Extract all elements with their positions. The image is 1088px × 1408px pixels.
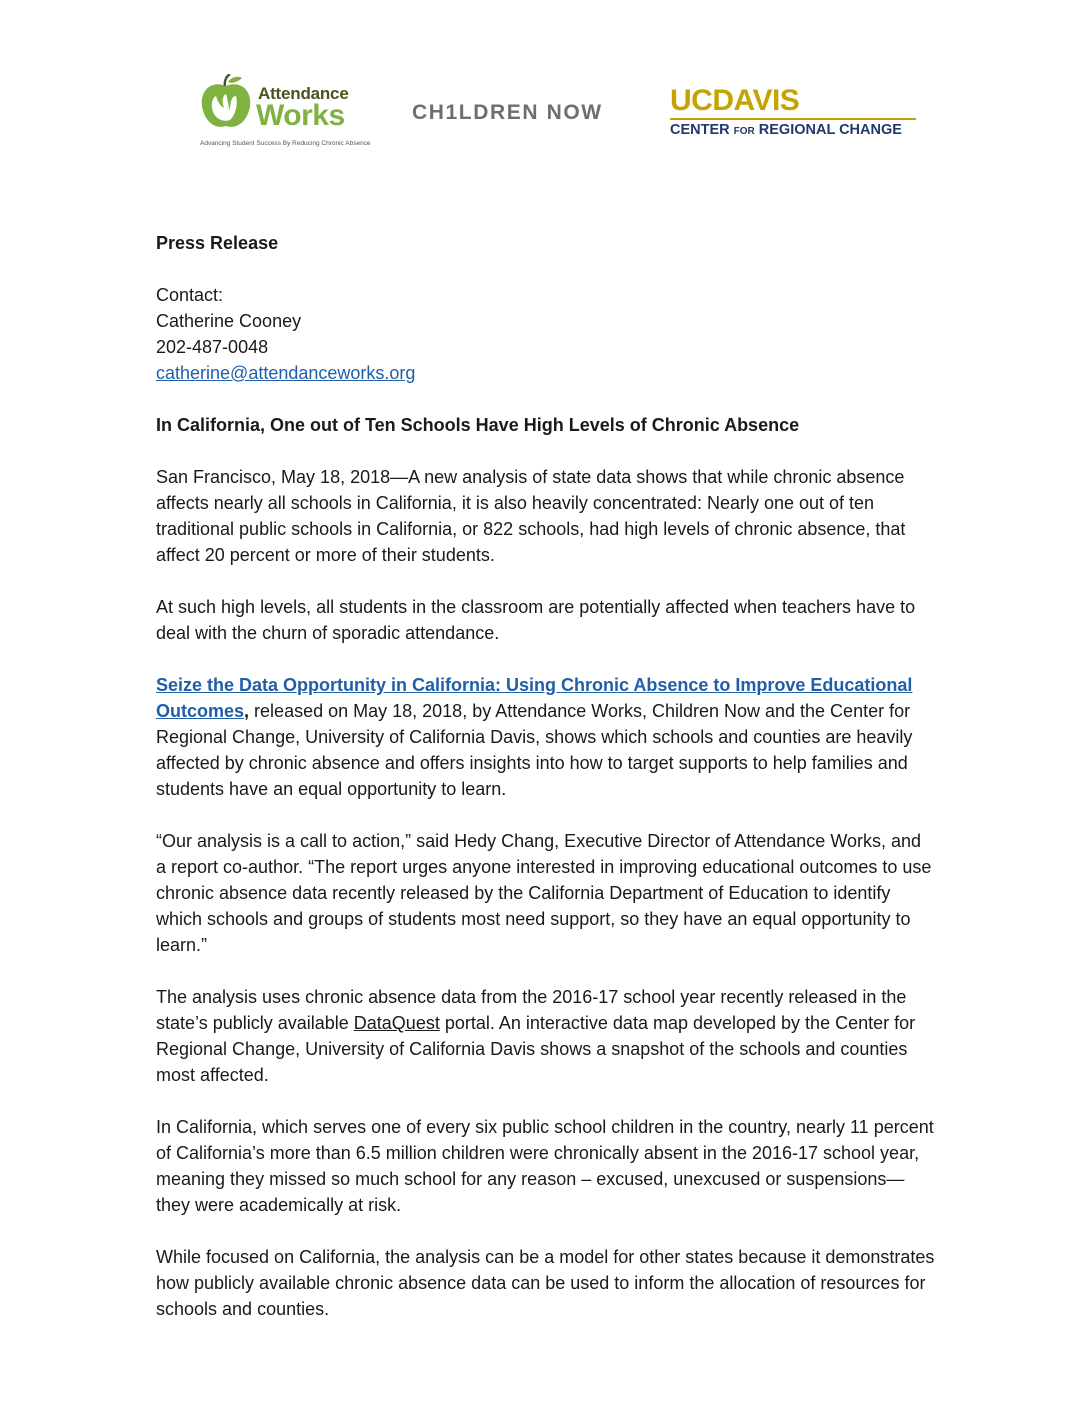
paragraph-3 — [156, 672, 936, 802]
paragraph-5-text-a: The analysis uses chronic absence data from the 2016-17 school year recently released in the state’s publicly available — [156, 987, 907, 1033]
attendance-works-line2: Works — [256, 99, 345, 132]
paragraph-5-text-b: portal. An interactive data map developed by the Center for Regional Change, University of California Davis shows a snapshot of the schools and counties most affected. — [156, 1013, 916, 1085]
uc-davis-wordmark — [670, 86, 920, 116]
header-logos — [0, 60, 1088, 150]
uc-davis-divider — [670, 118, 916, 120]
uc-wordmark-davis: DAVIS — [712, 84, 800, 117]
contact-phone: 202-487-0048 — [156, 337, 269, 357]
for-word: FOR — [733, 126, 755, 137]
press-release-label: Press Release — [156, 233, 279, 253]
contact-email-link[interactable]: catherine@attendanceworks.org — [156, 363, 416, 383]
headline: In California, One out of Ten Schools Have High Levels of Chronic Absence — [156, 415, 800, 435]
center-word: CENTER — [670, 122, 734, 138]
dataquest-link[interactable]: DataQuest — [353, 1013, 440, 1033]
paragraph-6: In California, which serves one of every six public school children in the country, nearly 11 percent of California’s more than 6.5 million children were chronically absent in the 2016-17 school year, meaning they missed so much school for any reason – excused, unexcused or suspensions—they were academically at risk. — [156, 1117, 934, 1215]
report-title-comma: , — [244, 701, 250, 721]
attendance-works-tagline: Advancing Student Success By Reducing Chronic Absence — [200, 140, 371, 147]
press-release-body — [156, 230, 936, 1322]
contact-label: Contact: — [156, 285, 224, 305]
paragraph-2: At such high levels, all students in the classroom are potentially affected when teachers have to deal with the churn of sporadic attendance. — [156, 597, 916, 643]
attendance-works-logo — [200, 68, 371, 147]
paragraph-3-text: released on May 18, 2018, by Attendance Works, Children Now and the Center for Regional Change, University of California Davis, shows which schools and counties are heavily affected by chronic absence and offers insights into how to target supports to help families and students have an equal opportunity to learn. — [156, 701, 913, 799]
children-now-logo: CH1LDREN NOW — [412, 101, 603, 124]
center-for-regional-change — [670, 122, 920, 138]
paragraph-7: While focused on California, the analysis can be a model for other states because it demonstrates how publicly available chronic absence data can be used to inform the allocation of resources for schools and counties. — [156, 1247, 935, 1319]
attendance-works-line1: Attendance — [258, 84, 349, 103]
regional-change-words: REGIONAL CHANGE — [754, 122, 902, 138]
uc-wordmark-uc: UC — [670, 84, 713, 117]
paragraph-4: “Our analysis is a call to action,” said Hedy Chang, Executive Director of Attendance Works, and a report co-author. “The report urges anyone interested in improving educational outcomes to use chronic absence data recently released by the California Department of Education to identify which schools and groups of students most need support, so they have an equal opportunity to learn.” — [156, 831, 932, 955]
paragraph-1: San Francisco, May 18, 2018—A new analysis of state data shows that while chronic absence affects nearly all schools in California, it is also heavily concentrated: Nearly one out of ten traditional public schools in California, or 822 schools, had high levels of chronic absence, that affect 20 percent or more of their students. — [156, 467, 906, 565]
uc-davis-logo — [670, 86, 920, 146]
contact-name: Catherine Cooney — [156, 311, 302, 331]
report-title-link[interactable]: Seize the Data Opportunity in California: Using Chronic Absence to Improve Educational Outcomes — [156, 675, 913, 721]
apple-hands-icon — [200, 74, 252, 130]
paragraph-5 — [156, 984, 936, 1088]
